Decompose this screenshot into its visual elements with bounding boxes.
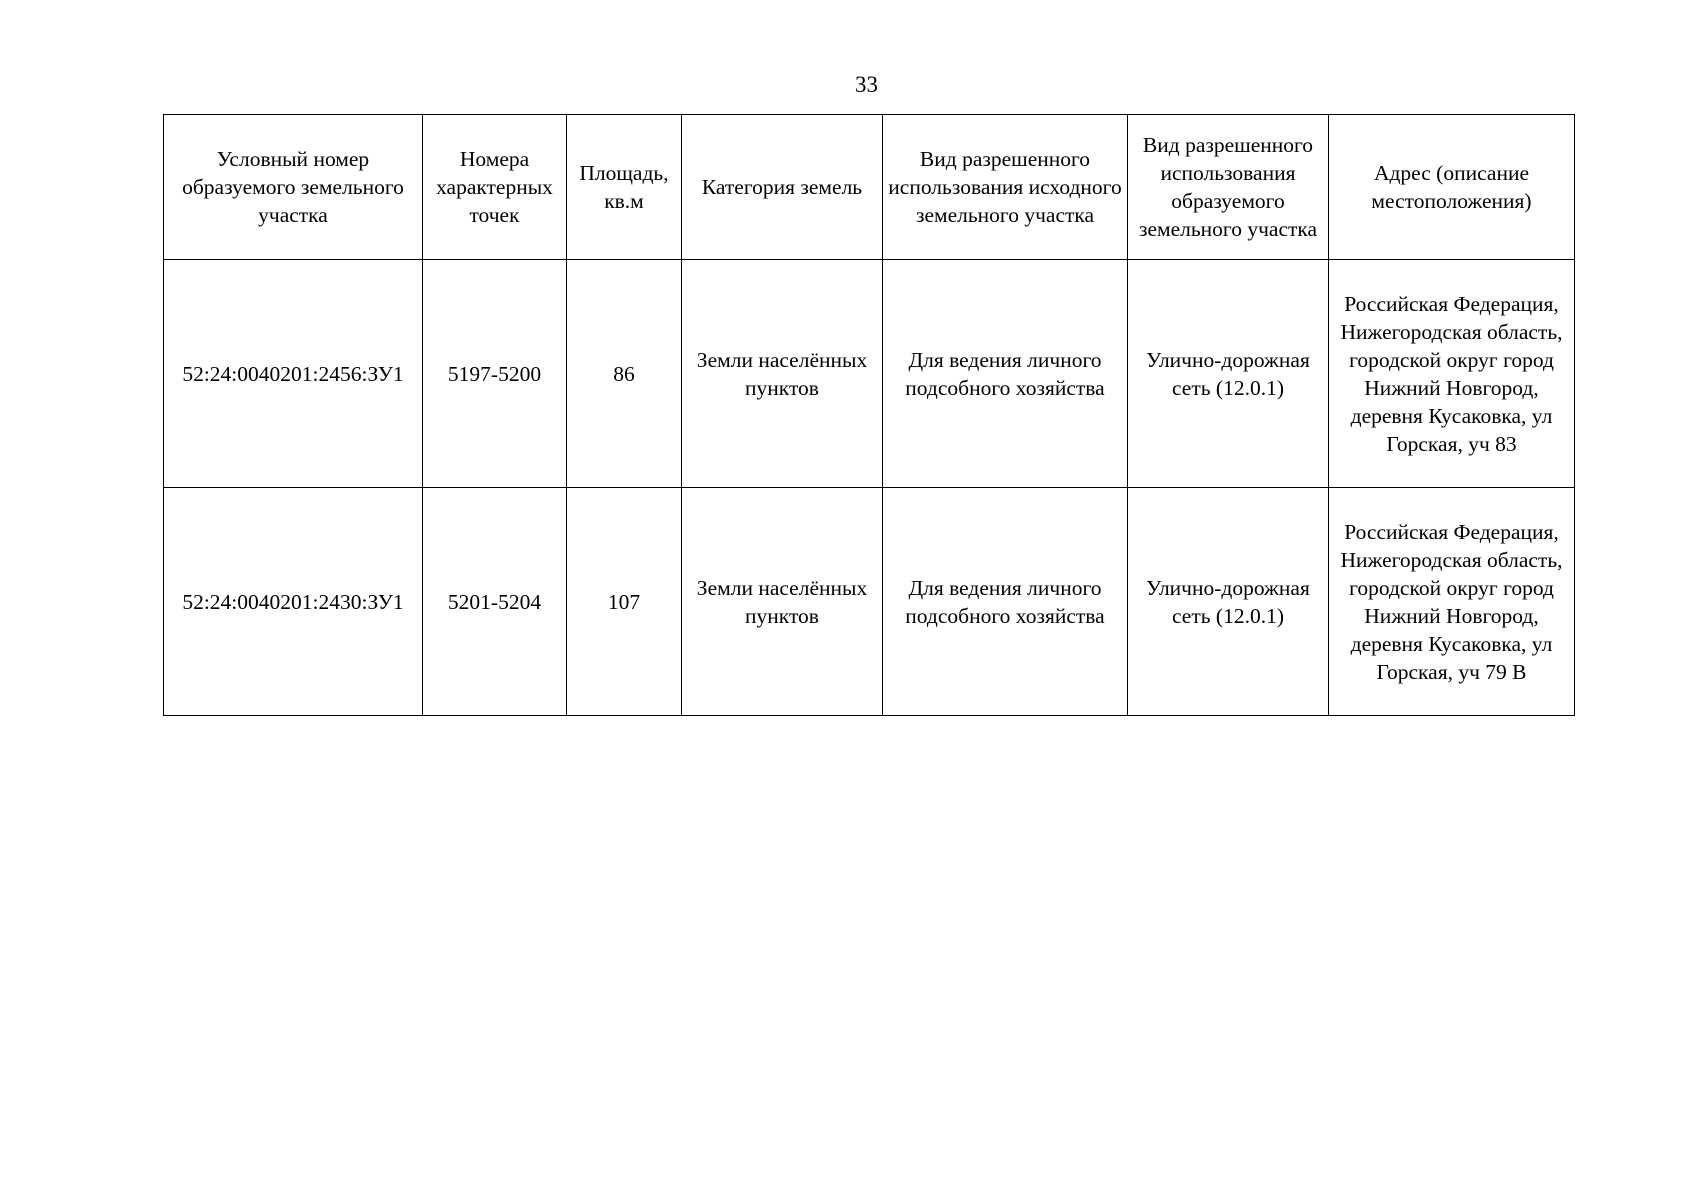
header-point-numbers: Номера характерных точек (423, 115, 567, 260)
cell-point-numbers: 5201-5204 (423, 488, 567, 716)
cell-land-category: Земли населённых пунктов (682, 488, 883, 716)
cell-source-permitted-use: Для ведения личного подсобного хозяйства (883, 488, 1128, 716)
page-number: 33 (855, 72, 878, 97)
table-header-row (164, 115, 1575, 260)
land-plots-table (163, 114, 1575, 716)
header-land-category: Категория земель (682, 115, 883, 260)
cell-area: 107 (567, 488, 682, 716)
cell-plot-number: 52:24:0040201:2430:ЗУ1 (164, 488, 423, 716)
cell-address: Российская Федерация, Нижегородская область, городской округ город Нижний Новгород, деревня Кусаковка, ул Горская, уч 83 (1329, 260, 1575, 488)
header-address: Адрес (описание местоположения) (1329, 115, 1575, 260)
header-source-permitted-use: Вид разрешенного использования исходного земельного участка (883, 115, 1128, 260)
cell-new-permitted-use: Улично-дорожная сеть (12.0.1) (1128, 488, 1329, 716)
table-row (164, 260, 1575, 488)
cell-area: 86 (567, 260, 682, 488)
cell-land-category: Земли населённых пунктов (682, 260, 883, 488)
cell-point-numbers: 5197-5200 (423, 260, 567, 488)
table-row (164, 488, 1575, 716)
cell-new-permitted-use: Улично-дорожная сеть (12.0.1) (1128, 260, 1329, 488)
header-area: Площадь, кв.м (567, 115, 682, 260)
cell-source-permitted-use: Для ведения личного подсобного хозяйства (883, 260, 1128, 488)
header-new-permitted-use: Вид разрешенного использования образуемого земельного участка (1128, 115, 1329, 260)
cell-address: Российская Федерация, Нижегородская область, городской округ город Нижний Новгород, деревня Кусаковка, ул Горская, уч 79 В (1329, 488, 1575, 716)
header-plot-number: Условный номер образуемого земельного участка (164, 115, 423, 260)
cell-plot-number: 52:24:0040201:2456:ЗУ1 (164, 260, 423, 488)
